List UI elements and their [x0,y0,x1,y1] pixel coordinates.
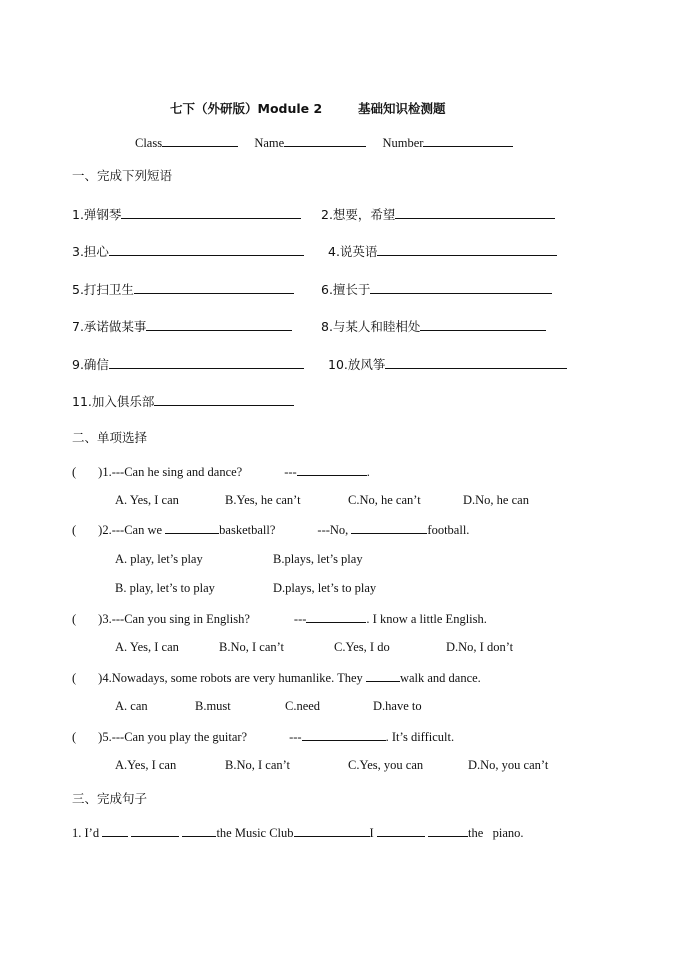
title-left: 七下（外研版）Module 2 [170,101,323,116]
option-d[interactable]: D.No, I don’t [446,640,514,654]
option-b[interactable]: B.must [195,699,231,713]
answer-blank[interactable] [109,356,304,369]
section-1-heading: 一、完成下列短语 [72,168,173,183]
question-2: ( )2.---Can we basketball? ---No, football. [72,523,470,537]
phrase-item: 3.担心 [72,243,304,260]
answer-blank[interactable] [297,463,367,476]
option-b[interactable]: B.plays, let’s play [273,552,363,566]
phrase-item: 6.擅长于 [321,281,552,298]
answer-blank[interactable] [154,393,294,406]
phrase-item: 4.说英语 [328,243,557,260]
number-label: Number [382,136,424,150]
option-c[interactable]: C.No, he can’t [348,493,421,507]
class-label: Class [135,136,163,150]
option-d[interactable]: D.No, you can’t [468,758,549,772]
option-c[interactable]: C.Yes, I do [334,640,390,654]
title-right: 基础知识检测题 [358,101,446,116]
phrase-item: 10.放风筝 [328,356,567,373]
class-blank[interactable] [162,134,238,147]
answer-blank[interactable] [366,669,400,682]
option-a[interactable]: A. Yes, I can [115,493,179,507]
phrase-item: 2.想要，希望 [321,206,555,223]
answer-blank[interactable] [385,356,567,369]
question-3: ( )3.---Can you sing in English? --- . I know a little English. [72,612,487,626]
option-d[interactable]: D.No, he can [463,493,529,507]
question-5: ( )5.---Can you play the guitar? --- . It’s difficult. [72,730,455,744]
info-line [135,134,513,151]
answer-blank[interactable] [377,243,557,256]
phrase-item: 9.确信 [72,356,304,373]
name-blank[interactable] [284,134,366,147]
answer-blank[interactable] [102,824,128,837]
answer-blank[interactable] [428,824,468,837]
option-b[interactable]: B.No, I can’t [219,640,285,654]
phrase-item: 7.承诺做某事 [72,318,292,335]
option-a[interactable]: A.Yes, I can [115,758,177,772]
option-a[interactable]: A. play, let’s play [115,552,203,566]
section-3-heading: 三、完成句子 [72,791,148,806]
phrase-item: 5.打扫卫生 [72,281,294,298]
question-1: ( )1.---Can he sing and dance? --- . [72,465,370,479]
answer-blank[interactable] [182,824,216,837]
option-d[interactable]: D.plays, let’s to play [273,581,377,595]
option-d[interactable]: D.have to [373,699,422,713]
answer-slot[interactable] [76,670,98,682]
option-c[interactable]: B. play, let’s to play [115,581,215,595]
option-b[interactable]: B.Yes, he can’t [225,493,301,507]
answer-blank[interactable] [395,206,555,219]
number-blank[interactable] [423,134,513,147]
name-label: Name [254,136,285,150]
answer-blank[interactable] [165,521,219,534]
question-4: ( )4.Nowadays, some robots are very humanlike. They walk and dance. [72,671,481,685]
option-b[interactable]: B.No, I can’t [225,758,291,772]
answer-slot[interactable] [76,729,98,741]
phrase-item: 1.弹钢琴 [72,206,301,223]
answer-blank[interactable] [306,610,366,623]
answer-blank[interactable] [351,521,427,534]
answer-blank[interactable] [377,824,425,837]
option-c[interactable]: C.need [285,699,321,713]
option-c[interactable]: C.Yes, you can [348,758,424,772]
answer-blank[interactable] [420,318,546,331]
answer-blank[interactable] [302,728,386,741]
option-a[interactable]: A. Yes, I can [115,640,179,654]
answer-slot[interactable] [76,464,98,476]
answer-slot[interactable] [76,611,98,623]
answer-blank[interactable] [294,824,370,837]
sentence-1: 1. I’d the Music Club I the piano. [72,826,524,840]
phrase-item: 8.与某人和睦相处 [321,318,546,335]
answer-blank[interactable] [146,318,292,331]
answer-blank[interactable] [121,206,301,219]
answer-blank[interactable] [370,281,552,294]
section-2-heading: 二、单项选择 [72,430,148,445]
answer-blank[interactable] [109,243,304,256]
phrase-item: 11.加入俱乐部 [72,393,294,410]
answer-blank[interactable] [131,824,179,837]
answer-slot[interactable] [76,522,98,534]
answer-blank[interactable] [134,281,294,294]
option-a[interactable]: A. can [115,699,148,713]
